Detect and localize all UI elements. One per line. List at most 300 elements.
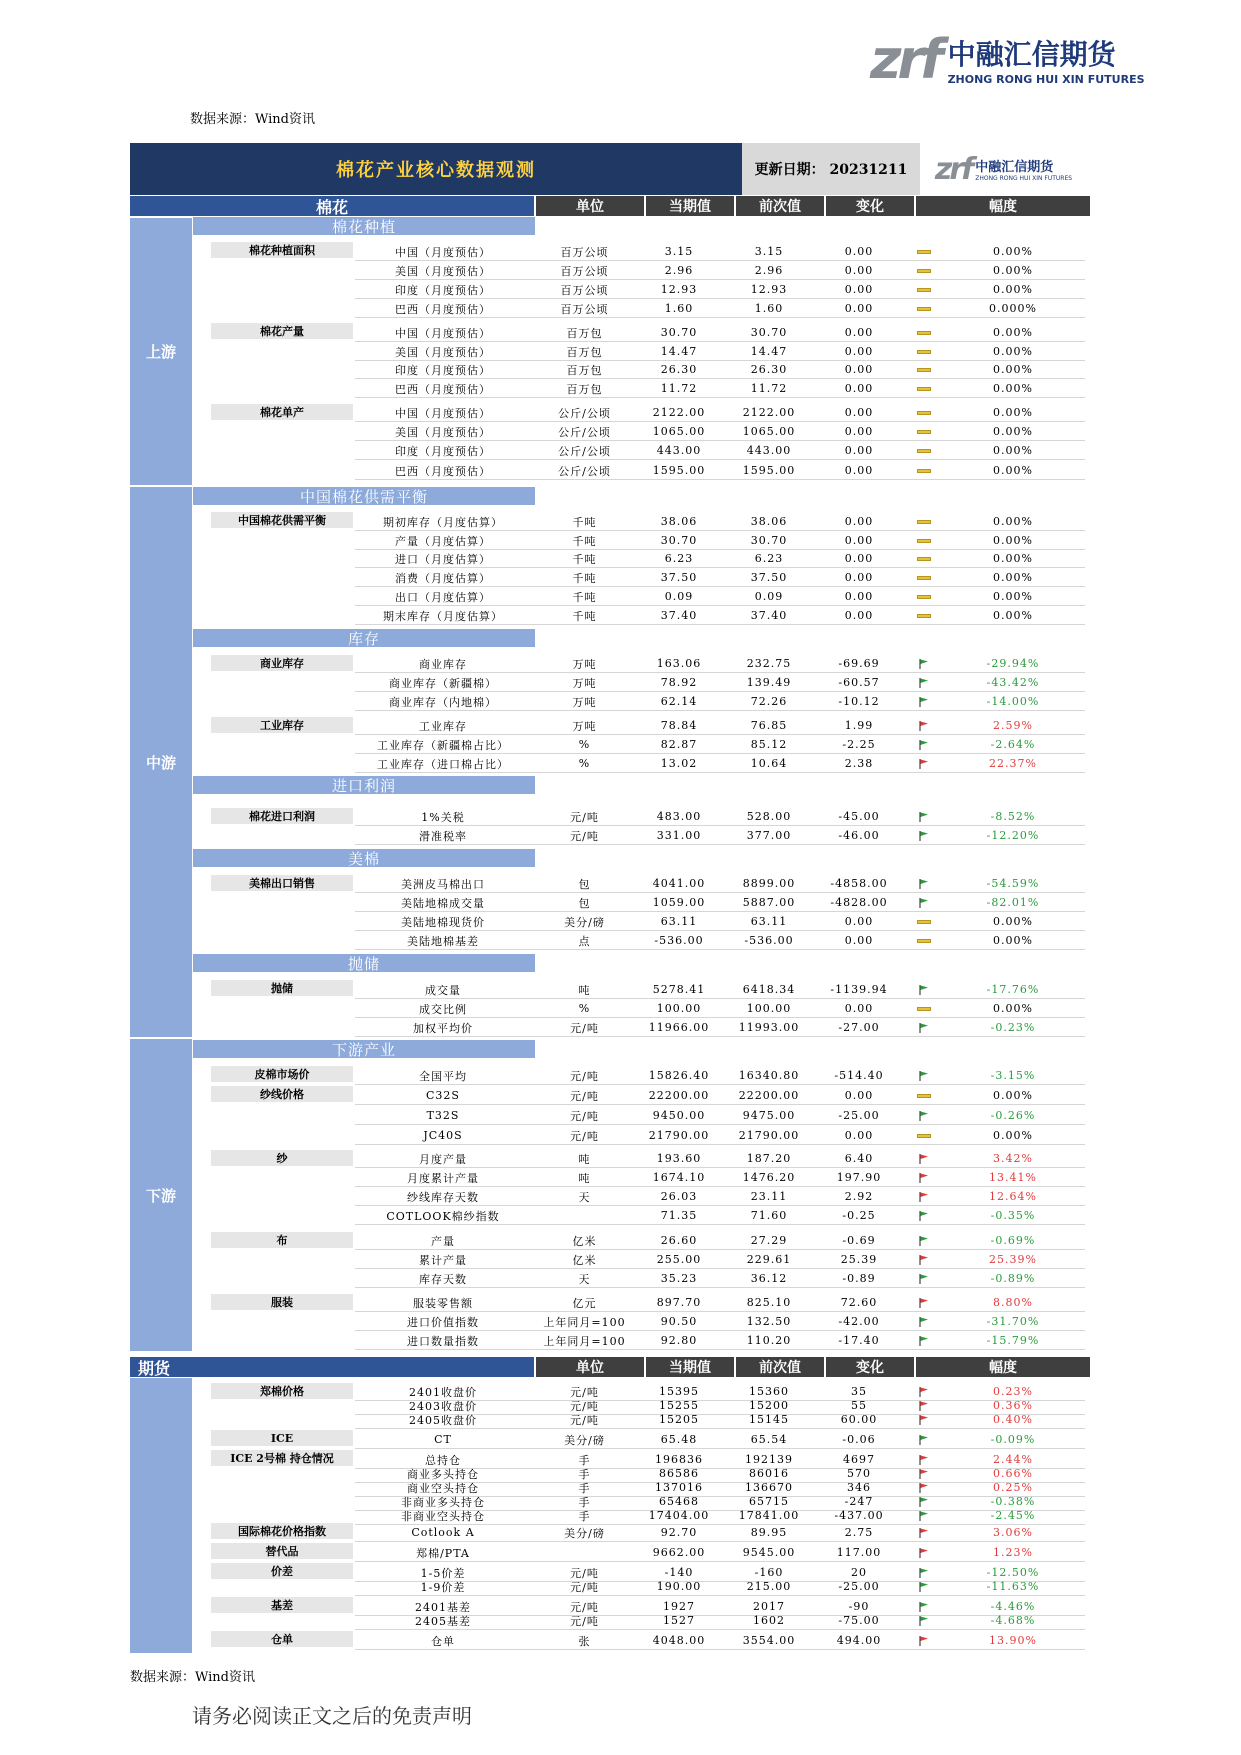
row-change: -27.00 (838, 1021, 880, 1034)
table-row (211, 1169, 1061, 1186)
row-change: -0.89 (842, 1272, 876, 1285)
row-unit: 张 (578, 1634, 591, 1648)
dash-icon (917, 935, 931, 947)
flag-icon (917, 830, 931, 842)
row-change: 0.00 (844, 406, 874, 419)
group-label: 价差 (211, 1563, 353, 1579)
row-change: 0.00 (844, 571, 874, 584)
row-item: 2405收盘价 (409, 1413, 477, 1427)
row-unit: 亿元 (572, 1296, 597, 1310)
row-percent: 0.25% (993, 1481, 1033, 1494)
row-divider (355, 421, 1085, 422)
dash-icon (917, 535, 931, 547)
row-divider (355, 1167, 1085, 1168)
row-unit: 吨 (578, 983, 591, 997)
row-percent: -54.59% (986, 877, 1040, 890)
row-current: 62.14 (660, 695, 698, 708)
row-current: 90.50 (660, 1315, 698, 1328)
row-percent: -82.01% (986, 896, 1040, 909)
row-previous: 23.11 (750, 1190, 788, 1203)
row-divider (355, 279, 1085, 280)
group-label: 棉花进口利润 (211, 808, 353, 824)
row-percent: 0.00% (993, 264, 1033, 277)
brand-cn: 中融汇信期货 (947, 38, 1116, 71)
row-change: 0.00 (844, 934, 874, 947)
row-current: 163.06 (656, 657, 702, 670)
table-row (211, 827, 1061, 844)
row-current: 22200.00 (648, 1089, 710, 1102)
row-current: 3.15 (664, 245, 694, 258)
row-change: 60.00 (840, 1413, 878, 1426)
row-current: 21790.00 (648, 1129, 710, 1142)
row-divider (355, 317, 1085, 318)
table-row (211, 513, 1061, 530)
row-previous: -536.00 (744, 934, 794, 947)
row-previous: 15200 (749, 1399, 789, 1412)
row-unit: 元/吨 (570, 829, 599, 843)
row-divider (355, 586, 1085, 587)
row-unit: 元/吨 (570, 1580, 599, 1594)
table-row (211, 324, 1061, 341)
dash-icon (917, 246, 931, 258)
row-unit: 上年同月=100 (543, 1334, 626, 1348)
row-item: T32S (426, 1109, 460, 1122)
row-item: 进口数量指数 (407, 1334, 479, 1348)
row-previous: 3554.00 (742, 1634, 796, 1647)
row-change: 0.00 (844, 464, 874, 477)
dash-icon (917, 364, 931, 376)
flag-icon (917, 1454, 931, 1466)
row-item: 巴西（月度预估） (395, 464, 491, 478)
row-percent: 12.64% (989, 1190, 1037, 1203)
table-row (211, 462, 1061, 479)
row-previous: 85.12 (750, 738, 788, 751)
row-unit: 千吨 (572, 534, 597, 548)
row-divider (355, 530, 1085, 531)
row-item: 总持仓 (425, 1453, 461, 1467)
row-current: 483.00 (656, 810, 702, 823)
row-current: 12.93 (660, 283, 698, 296)
row-percent: 0.36% (993, 1399, 1033, 1412)
row-item: 期初库存（月度估算） (383, 515, 503, 529)
row-unit: 元/吨 (570, 1413, 599, 1427)
row-current: 38.06 (660, 515, 698, 528)
row-previous: 2122.00 (742, 406, 796, 419)
row-current: 63.11 (660, 915, 698, 928)
table-row (211, 1544, 1061, 1561)
row-divider (355, 1595, 1085, 1596)
row-previous: 5887.00 (742, 896, 796, 909)
row-item: 月度累计产量 (407, 1171, 479, 1185)
row-current: 13.02 (660, 757, 698, 770)
table-row (211, 1612, 1061, 1629)
row-item: 服装零售额 (413, 1296, 473, 1310)
row-percent: -0.23% (990, 1021, 1036, 1034)
section-inventory: 库存 (193, 629, 535, 647)
row-item: 出口（月度估算） (395, 590, 491, 604)
row-change: -60.57 (838, 676, 880, 689)
table-row (211, 1019, 1061, 1036)
row-percent: 0.00% (993, 425, 1033, 438)
flag-icon (917, 696, 931, 708)
row-current: 37.50 (660, 571, 698, 584)
row-unit: 百万公顷 (560, 302, 609, 316)
table-row (211, 1232, 1061, 1249)
row-change: 55 (851, 1399, 867, 1412)
row-percent: 25.39% (989, 1253, 1037, 1266)
row-current: 82.87 (660, 738, 698, 751)
row-divider (355, 1541, 1085, 1542)
row-item: 成交比例 (419, 1002, 467, 1016)
col-previous: 前次值 (736, 196, 824, 216)
row-percent: 0.00% (993, 382, 1033, 395)
row-change: 0.00 (844, 245, 874, 258)
row-change: 494.00 (836, 1634, 882, 1647)
row-current: 26.60 (660, 1234, 698, 1247)
row-change: 0.00 (844, 425, 874, 438)
row-item: 成交量 (425, 983, 461, 997)
row-previous: 825.10 (746, 1296, 792, 1309)
row-previous: 0.09 (754, 590, 784, 603)
row-item: 美洲皮马棉出口 (401, 877, 485, 891)
row-previous: 110.20 (746, 1334, 792, 1347)
dash-icon (917, 1090, 931, 1102)
flag-icon (917, 1581, 931, 1593)
row-current: 92.80 (660, 1334, 698, 1347)
row-previous: 377.00 (746, 829, 792, 842)
row-unit: 公斤/公顷 (558, 425, 611, 439)
row-percent: 0.00% (993, 534, 1033, 547)
dash-icon (917, 591, 931, 603)
flag-icon (917, 1191, 931, 1203)
row-item: 纱线库存天数 (407, 1190, 479, 1204)
row-percent: -8.52% (990, 810, 1036, 823)
futures-col-current: 当期值 (646, 1357, 734, 1377)
row-change: 25.39 (840, 1253, 878, 1266)
row-current: 0.09 (664, 590, 694, 603)
row-unit: 百万包 (566, 345, 603, 359)
row-unit: 千吨 (572, 590, 597, 604)
flag-icon (917, 658, 931, 670)
row-previous: 1065.00 (742, 425, 796, 438)
flag-icon (917, 1316, 931, 1328)
row-percent: -4.46% (990, 1600, 1036, 1613)
row-current: 4048.00 (652, 1634, 706, 1647)
row-divider (355, 1428, 1085, 1429)
row-current: 897.70 (656, 1296, 702, 1309)
row-current: 137016 (655, 1481, 703, 1494)
row-current: 1595.00 (652, 464, 706, 477)
flag-icon (917, 1527, 931, 1539)
row-percent: 0.00% (993, 934, 1033, 947)
row-previous: 15145 (749, 1413, 789, 1426)
row-item: 巴西（月度预估） (395, 302, 491, 316)
row-change: -42.00 (838, 1315, 880, 1328)
row-change: -90 (848, 1600, 870, 1613)
dash-icon (917, 516, 931, 528)
row-divider (355, 1144, 1085, 1145)
row-percent: 0.00% (993, 444, 1033, 457)
dash-icon (917, 610, 931, 622)
row-change: 0.00 (844, 363, 874, 376)
row-item: 2405基差 (415, 1614, 471, 1628)
row-current: 65468 (659, 1495, 699, 1508)
row-unit: 美分/磅 (564, 915, 605, 929)
row-previous: 21790.00 (738, 1129, 800, 1142)
row-item: 进口（月度估算） (395, 552, 491, 566)
row-previous: 528.00 (746, 810, 792, 823)
row-item: 郑棉/PTA (416, 1546, 470, 1560)
row-previous: 22200.00 (738, 1089, 800, 1102)
row-item: 1-5价差 (420, 1566, 466, 1580)
row-item: 商业库存 (419, 657, 467, 671)
row-current: 1674.10 (652, 1171, 706, 1184)
row-current: 78.84 (660, 719, 698, 732)
row-change: -0.25 (842, 1209, 876, 1222)
row-divider (355, 691, 1085, 692)
group-label: 棉花种植面积 (211, 242, 353, 258)
row-change: -0.06 (842, 1433, 876, 1446)
row-current: 331.00 (656, 829, 702, 842)
flag-icon (917, 739, 931, 751)
row-percent: 2.59% (993, 719, 1033, 732)
row-divider (355, 734, 1085, 735)
flag-icon (917, 720, 931, 732)
row-unit: 千吨 (572, 609, 597, 623)
row-unit: 手 (578, 1453, 591, 1467)
row-previous: 37.40 (750, 609, 788, 622)
section-planting: 棉花种植 (193, 217, 535, 235)
brand-mark: zrf (870, 28, 940, 91)
row-unit: 元/吨 (570, 1021, 599, 1035)
row-previous: 14.47 (750, 345, 788, 358)
row-divider (355, 440, 1085, 441)
row-item: 中国（月度预估） (395, 245, 491, 259)
table-row (211, 655, 1061, 672)
table-row (211, 693, 1061, 710)
row-unit: 元/吨 (570, 1614, 599, 1628)
futures-col-percent: 幅度 (916, 1357, 1090, 1377)
row-change: -10.12 (838, 695, 880, 708)
row-divider (355, 1629, 1085, 1630)
flag-icon (917, 758, 931, 770)
row-percent: -29.94% (986, 657, 1040, 670)
row-current: 30.70 (660, 534, 698, 547)
row-previous: 11993.00 (738, 1021, 800, 1034)
row-current: 26.03 (660, 1190, 698, 1203)
row-unit: 公斤/公顷 (558, 464, 611, 478)
table-row (211, 1150, 1061, 1167)
group-label: 美棉出口销售 (211, 875, 353, 891)
row-change: 20 (851, 1566, 867, 1579)
row-previous: 10.64 (750, 757, 788, 770)
row-item: 月度产量 (419, 1152, 467, 1166)
flag-icon (917, 1635, 931, 1647)
row-divider (355, 260, 1085, 261)
table-row (211, 1431, 1061, 1448)
region-midstream: 中游 (130, 487, 192, 1037)
row-divider (355, 892, 1085, 893)
row-unit: 包 (578, 877, 591, 891)
row-current: 255.00 (656, 1253, 702, 1266)
table-row (211, 894, 1061, 911)
row-divider (355, 1448, 1085, 1449)
row-divider (355, 1224, 1085, 1225)
row-current: -140 (664, 1566, 694, 1579)
row-current: 71.35 (660, 1209, 698, 1222)
row-previous: 1602 (753, 1614, 785, 1627)
row-item: C32S (426, 1089, 460, 1102)
col-unit: 单位 (536, 196, 644, 216)
row-current: 9662.00 (652, 1546, 706, 1559)
row-item: 美陆地棉现货价 (401, 915, 485, 929)
flag-icon (917, 1297, 931, 1309)
table-row (211, 404, 1061, 421)
dash-icon (917, 572, 931, 584)
row-percent: -0.38% (990, 1495, 1036, 1508)
row-previous: 229.61 (746, 1253, 792, 1266)
row-percent: 0.000% (989, 302, 1037, 315)
section-downstream: 下游产业 (193, 1040, 535, 1058)
table-row (211, 1107, 1061, 1124)
row-unit: % (578, 738, 591, 751)
row-item: 仓单 (431, 1634, 455, 1648)
flag-icon (917, 1153, 931, 1165)
row-unit: 百万包 (566, 382, 603, 396)
row-previous: 71.60 (750, 1209, 788, 1222)
row-percent: 13.90% (989, 1634, 1037, 1647)
row-current: 6.23 (664, 552, 694, 565)
dash-icon (917, 1130, 931, 1142)
row-item: 美国（月度预估） (395, 345, 491, 359)
row-percent: -0.26% (990, 1109, 1036, 1122)
row-unit: 万吨 (572, 695, 597, 709)
row-unit: 点 (578, 934, 591, 948)
row-change: 0.00 (844, 534, 874, 547)
dash-icon (917, 346, 931, 358)
row-item: COTLOOK棉纱指数 (386, 1209, 500, 1223)
table-row (211, 243, 1061, 260)
row-item: 期末库存（月度估算） (383, 609, 503, 623)
row-unit: 千吨 (572, 515, 597, 529)
group-label: 棉花产量 (211, 323, 353, 339)
row-unit: 元/吨 (570, 1109, 599, 1123)
flag-icon (917, 1070, 931, 1082)
row-item: 巴西（月度预估） (395, 382, 491, 396)
row-unit: 亿米 (572, 1234, 597, 1248)
row-divider (355, 624, 1085, 625)
row-divider (355, 1649, 1085, 1650)
row-percent: 0.23% (993, 1385, 1033, 1398)
group-label: 纱 (211, 1150, 353, 1166)
region-futures (130, 1378, 192, 1653)
row-change: -2.25 (842, 738, 876, 751)
row-change: 0.00 (844, 283, 874, 296)
row-previous: 6418.34 (742, 983, 796, 996)
row-change: 570 (847, 1467, 871, 1480)
row-item: Cotlook A (411, 1526, 475, 1539)
group-label: 仓单 (211, 1631, 353, 1647)
flag-icon (917, 1254, 931, 1266)
flag-icon (917, 1210, 931, 1222)
table-row (211, 361, 1061, 378)
table-row (211, 532, 1061, 549)
group-label: 服装 (211, 1294, 353, 1310)
table-row (211, 380, 1061, 397)
row-unit: 百万公顷 (560, 264, 609, 278)
row-divider (355, 1561, 1085, 1562)
dash-icon (917, 553, 931, 565)
group-label: 基差 (211, 1597, 353, 1613)
row-percent: 0.00% (993, 283, 1033, 296)
group-label: 纱线价格 (211, 1086, 353, 1102)
row-current: 86586 (659, 1467, 699, 1480)
row-current: 15826.40 (648, 1069, 710, 1082)
table-row (211, 808, 1061, 825)
brand-names (948, 33, 1145, 86)
row-current: 11.72 (660, 382, 698, 395)
group-label: 郑棉价格 (211, 1383, 353, 1399)
row-change: 197.90 (836, 1171, 882, 1184)
row-divider (355, 1017, 1085, 1018)
row-item: 商业多头持仓 (407, 1467, 479, 1481)
flag-icon (917, 1510, 931, 1522)
table-row (211, 1087, 1061, 1104)
dash-icon (917, 916, 931, 928)
row-previous: 139.49 (746, 676, 792, 689)
row-percent: -14.00% (986, 695, 1040, 708)
table-row (211, 262, 1061, 279)
row-item: 商业库存（新疆棉） (389, 676, 497, 690)
row-item: 商业库存（内地棉） (389, 695, 497, 709)
row-percent: -0.09% (990, 1433, 1036, 1446)
row-previous: 192139 (745, 1453, 793, 1466)
flag-icon (917, 1235, 931, 1247)
row-previous: 27.29 (750, 1234, 788, 1247)
row-current: 78.92 (660, 676, 698, 689)
row-unit: % (578, 757, 591, 770)
group-label: 棉花单产 (211, 404, 353, 420)
row-unit: 千吨 (572, 552, 597, 566)
table-row (211, 981, 1061, 998)
col-percent: 幅度 (916, 196, 1090, 216)
futures-col-change: 变化 (826, 1357, 914, 1377)
table-row (211, 442, 1061, 459)
row-current: 17404.00 (648, 1509, 710, 1522)
row-item: 产量（月度估算） (395, 534, 491, 548)
row-unit: 手 (578, 1467, 591, 1481)
row-percent: -12.50% (986, 1566, 1040, 1579)
row-item: 库存天数 (419, 1272, 467, 1286)
dash-icon (917, 445, 931, 457)
row-divider (355, 378, 1085, 379)
row-item: 中国（月度预估） (395, 326, 491, 340)
row-previous: 15360 (749, 1385, 789, 1398)
row-current: 92.70 (660, 1526, 698, 1539)
row-item: 美国（月度预估） (395, 425, 491, 439)
row-unit: 包 (578, 896, 591, 910)
row-change: 346 (847, 1481, 871, 1494)
table-row (211, 423, 1061, 440)
row-unit: % (578, 1002, 591, 1015)
row-percent: 0.00% (993, 1129, 1033, 1142)
row-change: -247 (844, 1495, 874, 1508)
row-percent: 0.00% (993, 609, 1033, 622)
row-item: 2401收盘价 (409, 1385, 477, 1399)
section-import-profit: 进口利润 (193, 776, 535, 794)
row-item: 商业空头持仓 (407, 1481, 479, 1495)
row-percent: 0.00% (993, 326, 1033, 339)
